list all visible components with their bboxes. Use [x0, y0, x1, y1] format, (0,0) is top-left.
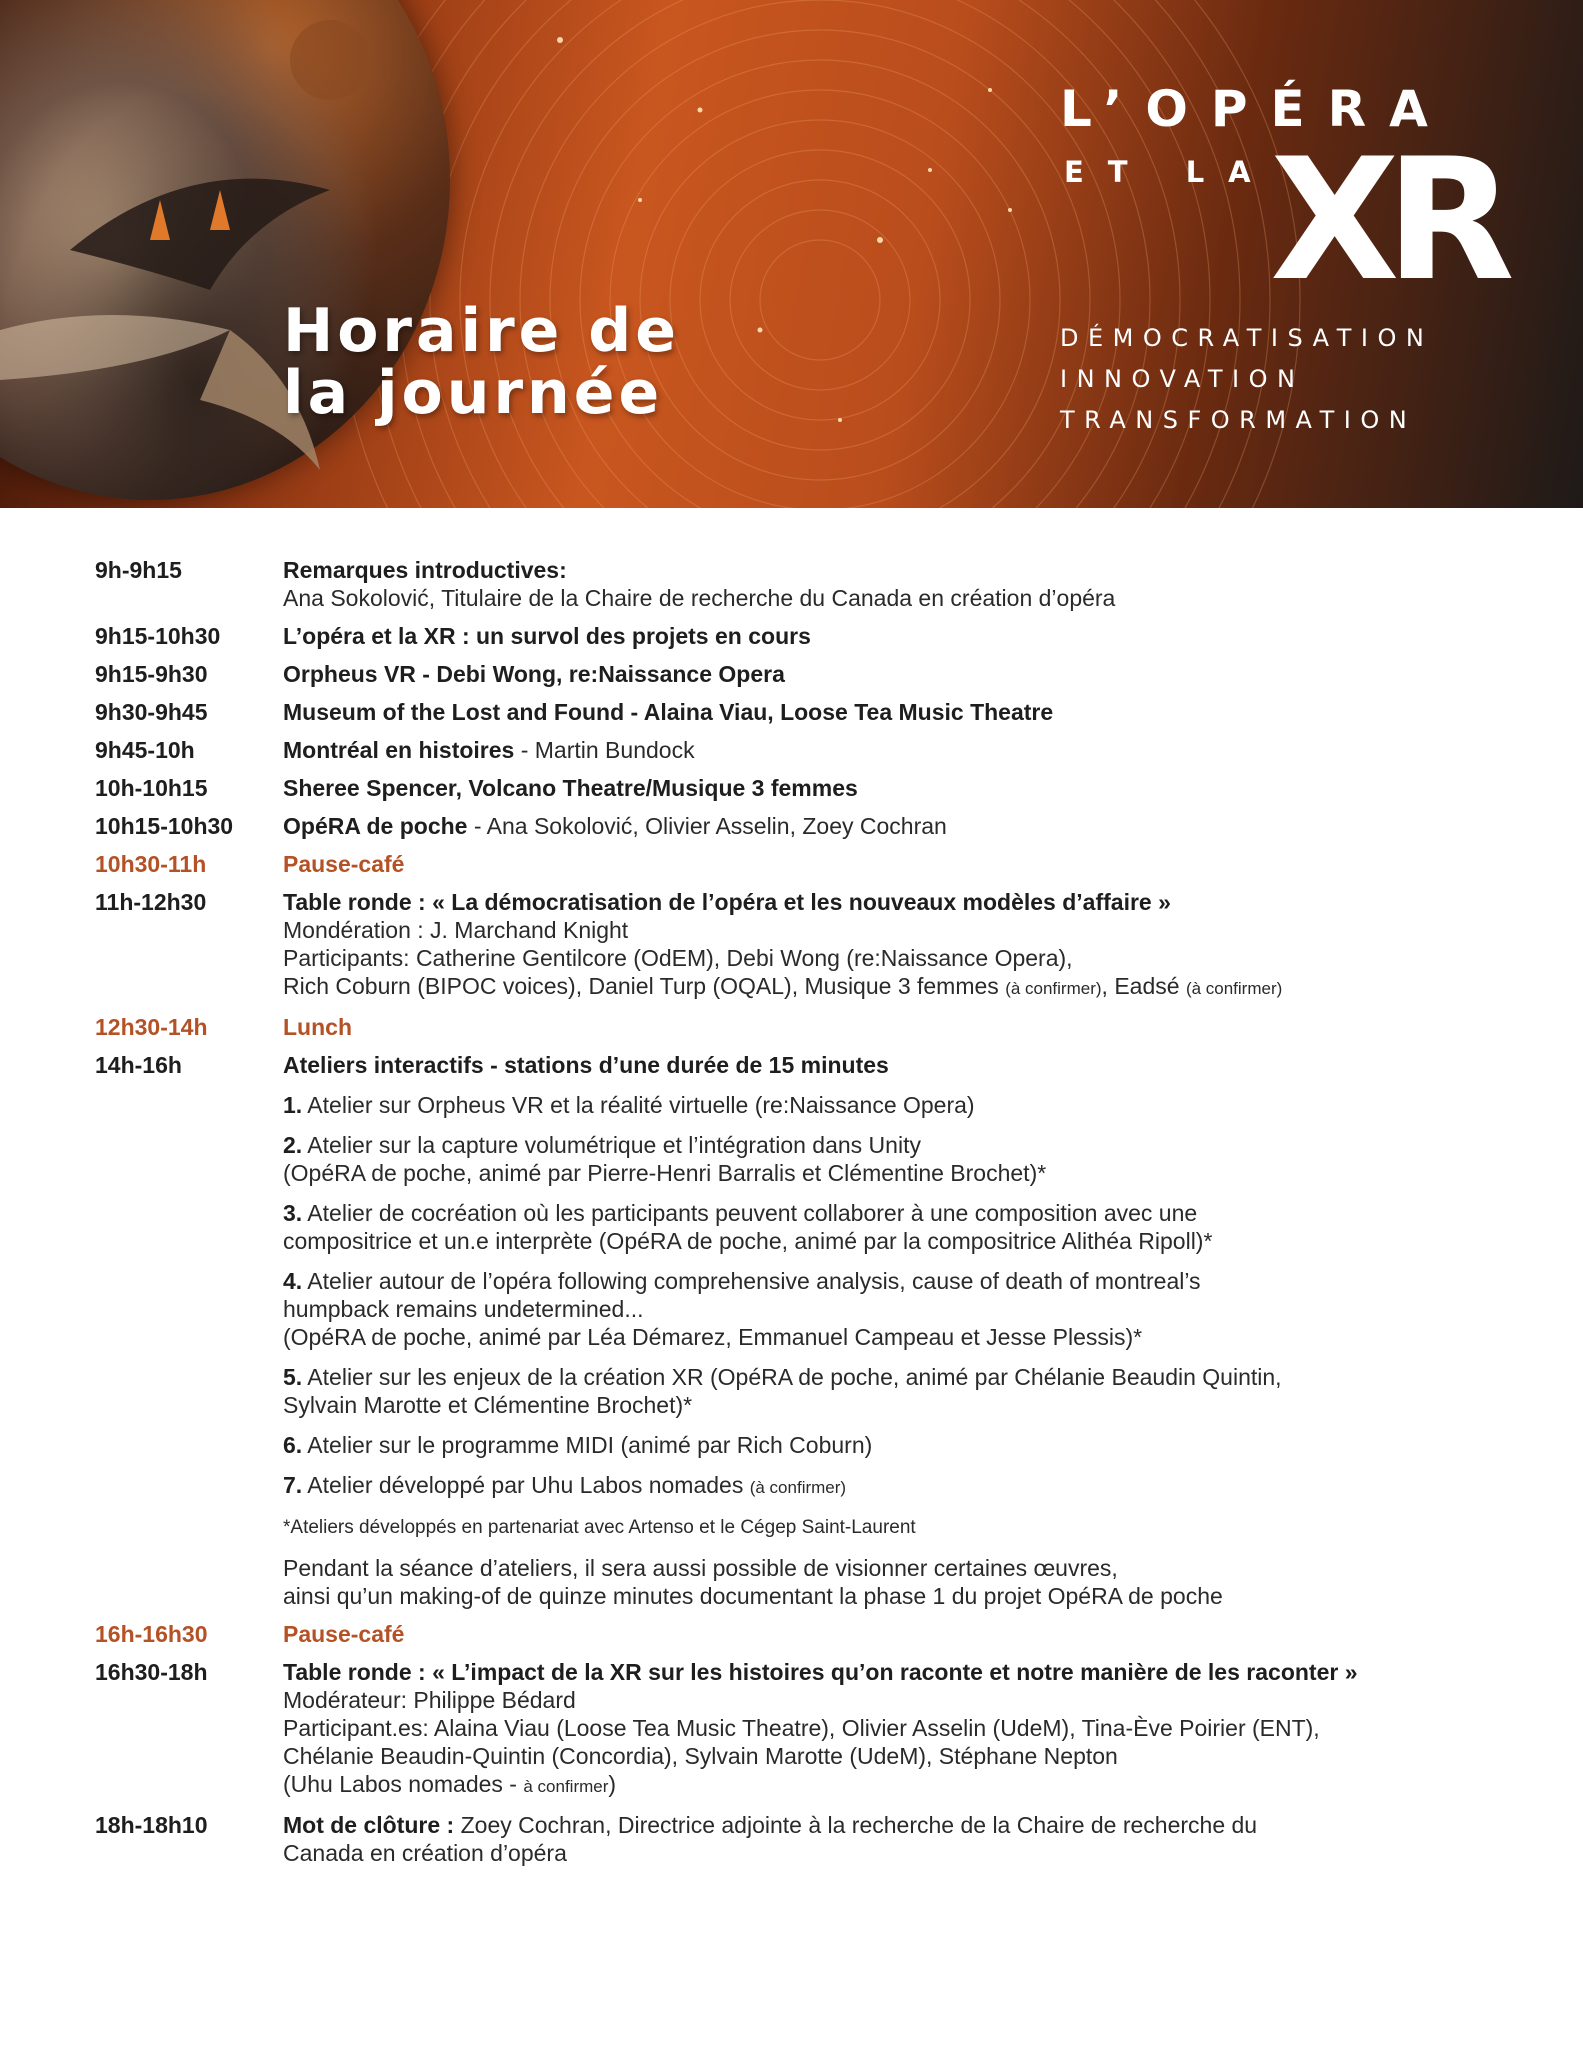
time-slot: 9h15-9h30	[95, 661, 208, 687]
session-title: L’opéra et la XR : un survol des projets en cours	[283, 623, 811, 649]
session-title: Ateliers interactifs - stations d’une durée de 15 minutes	[283, 1052, 889, 1078]
workshop-item	[283, 1471, 1515, 1502]
event-themes	[1060, 318, 1433, 441]
session-title: Pause-café	[283, 1621, 405, 1647]
logo-et-la: ET LA	[1064, 155, 1275, 189]
workshop-text: Sylvain Marotte et Clémentine Brochet)*	[283, 1392, 693, 1418]
workshop-number: 7.	[283, 1472, 303, 1498]
participants: Chélanie Beaudin-Quintin (Concordia), Sylvain Marotte (UdeM), Stéphane Nepton	[283, 1743, 1118, 1769]
schedule-item-break	[95, 850, 1515, 878]
workshop-item	[283, 1363, 1515, 1419]
screening-note-line: Pendant la séance d’ateliers, il sera aussi possible de visionner certaines œuvres,	[283, 1555, 1118, 1581]
workshop-item	[283, 1199, 1515, 1255]
theme-democratisation: DÉMOCRATISATION	[1060, 324, 1434, 352]
session-title: Museum of the Lost and Found - Alaina Viau, Loose Tea Music Theatre	[283, 699, 1054, 725]
session-title: Mot de clôture :	[283, 1812, 455, 1838]
time-slot: 10h-10h15	[95, 775, 208, 801]
time-slot: 9h15-10h30	[95, 623, 221, 649]
workshop-text: Atelier sur les enjeux de la création XR (OpéRA de poche, animé par Chélanie Beaudin Quintin,	[302, 1364, 1282, 1390]
participants: )	[608, 1771, 617, 1797]
time-slot: 14h-16h	[95, 1052, 182, 1078]
time-slot: 11h-12h30	[95, 889, 207, 915]
schedule-item	[95, 1658, 1515, 1801]
session-title: Remarques introductives:	[283, 557, 567, 583]
workshop-number: 6.	[283, 1432, 303, 1458]
session-title: Sheree Spencer, Volcano Theatre/Musique 3 femmes	[283, 775, 858, 801]
workshop-text: (OpéRA de poche, animé par Pierre-Henri Barralis et Clémentine Brochet)*	[283, 1160, 1047, 1186]
screening-note	[283, 1554, 1515, 1610]
time-slot: 10h30-11h	[95, 851, 207, 877]
page-title	[283, 296, 680, 428]
session-title: Table ronde : « L’impact de la XR sur les histoires qu’on raconte et notre manière de les raconter »	[283, 1659, 1358, 1685]
to-confirm-note: (à confirmer)	[749, 1478, 847, 1497]
workshop-text: humpback remains undetermined...	[283, 1296, 644, 1322]
workshop-item	[283, 1267, 1515, 1351]
schedule-item-break	[95, 1013, 1515, 1041]
session-detail: - Ana Sokolović, Olivier Asselin, Zoey Cochran	[467, 813, 947, 839]
schedule-item	[95, 622, 1515, 650]
logo-xr: XR	[1270, 122, 1501, 318]
schedule-item	[95, 736, 1515, 764]
participants: Rich Coburn (BIPOC voices), Daniel Turp (OQAL), Musique 3 femmes	[283, 973, 1006, 999]
workshop-number: 4.	[283, 1268, 303, 1294]
theme-transformation: TRANSFORMATION	[1060, 406, 1417, 434]
workshop-footnote: *Ateliers développés en partenariat avec Artenso et le Cégep Saint-Laurent	[283, 1517, 916, 1538]
session-detail: Zoey Cochran, Directrice adjointe à la recherche de la Chaire de recherche du	[454, 1812, 1258, 1838]
schedule	[95, 556, 1515, 1877]
workshop-number: 2.	[283, 1132, 303, 1158]
schedule-item	[95, 556, 1515, 612]
workshop-text: Atelier développé par Uhu Labos nomades	[302, 1472, 750, 1498]
session-title: Table ronde : « La démocratisation de l’opéra et les nouveaux modèles d’affaire »	[283, 889, 1171, 915]
schedule-item	[95, 888, 1515, 1003]
logo-opera: L’OPÉRA	[1060, 80, 1451, 138]
to-confirm-note: (à confirmer)	[1005, 979, 1102, 998]
moderation: Mondération : J. Marchand Knight	[283, 917, 629, 943]
time-slot: 9h30-9h45	[95, 699, 208, 725]
schedule-item-break	[95, 1620, 1515, 1648]
workshop-text: Atelier sur Orpheus VR et la réalité virtuelle (re:Naissance Opera)	[302, 1092, 975, 1118]
session-title: Lunch	[283, 1014, 352, 1040]
schedule-item	[95, 698, 1515, 726]
time-slot: 10h15-10h30	[95, 813, 234, 839]
participants: Participants: Catherine Gentilcore (OdEM), Debi Wong (re:Naissance Opera),	[283, 945, 1073, 971]
session-detail: - Martin Bundock	[514, 737, 695, 763]
page-title-line-1: Horaire de	[283, 296, 680, 366]
session-title: Pause-café	[283, 851, 405, 877]
schedule-item	[95, 1811, 1515, 1867]
time-slot: 18h-18h10	[95, 1812, 208, 1838]
to-confirm-note: à confirmer	[523, 1777, 609, 1796]
workshop-text: (OpéRA de poche, animé par Léa Démarez, Emmanuel Campeau et Jesse Plessis)*	[283, 1324, 1143, 1350]
theme-innovation: INNOVATION	[1060, 365, 1305, 393]
time-slot: 12h30-14h	[95, 1014, 208, 1040]
workshop-item	[283, 1091, 1515, 1119]
to-confirm-note: (à confirmer)	[1185, 979, 1283, 998]
session-detail: Ana Sokolović, Titulaire de la Chaire de recherche du Canada en création d’opéra	[283, 585, 1116, 611]
workshop-number: 1.	[283, 1092, 303, 1118]
participants: Participant.es: Alaina Viau (Loose Tea Music Theatre), Olivier Asselin (UdeM), Tina-Ève Poirier (ENT),	[283, 1715, 1320, 1741]
time-slot: 9h45-10h	[95, 737, 195, 763]
time-slot: 16h30-18h	[95, 1659, 208, 1685]
schedule-item	[95, 812, 1515, 840]
schedule-item	[95, 660, 1515, 688]
artwork-details	[0, 0, 470, 508]
session-title: Orpheus VR - Debi Wong, re:Naissance Opera	[283, 661, 785, 687]
workshop-item	[283, 1131, 1515, 1187]
time-slot: 16h-16h30	[95, 1621, 208, 1647]
workshop-text: Atelier sur la capture volumétrique et l’intégration dans Unity	[302, 1132, 921, 1158]
participants: , Eadsé	[1101, 973, 1186, 999]
schedule-item	[95, 1051, 1515, 1610]
workshop-number: 5.	[283, 1364, 303, 1390]
header-banner	[0, 0, 1583, 508]
session-title: OpéRA de poche	[283, 813, 468, 839]
schedule-item	[95, 774, 1515, 802]
participants: (Uhu Labos nomades -	[283, 1771, 524, 1797]
workshop-text: Atelier autour de l’opéra following comprehensive analysis, cause of death of montreal’s	[302, 1268, 1201, 1294]
session-detail: Canada en création d’opéra	[283, 1840, 567, 1866]
screening-note-line: ainsi qu’un making-of de quinze minutes documentant la phase 1 du projet OpéRA de poche	[283, 1583, 1223, 1609]
page-title-line-2: la journée	[283, 358, 664, 428]
session-title: Montréal en histoires	[283, 737, 515, 763]
workshop-text: Atelier de cocréation où les participants peuvent collaborer à une composition avec une	[302, 1200, 1198, 1226]
workshop-text: compositrice et un.e interprète (OpéRA de poche, animé par la compositrice Alithéa Ripoll)*	[283, 1228, 1213, 1254]
time-slot: 9h-9h15	[95, 557, 182, 583]
workshop-item	[283, 1431, 1515, 1459]
workshop-text: Atelier sur le programme MIDI (animé par Rich Coburn)	[302, 1432, 873, 1458]
workshop-number: 3.	[283, 1200, 303, 1226]
moderator: Modérateur: Philippe Bédard	[283, 1687, 576, 1713]
